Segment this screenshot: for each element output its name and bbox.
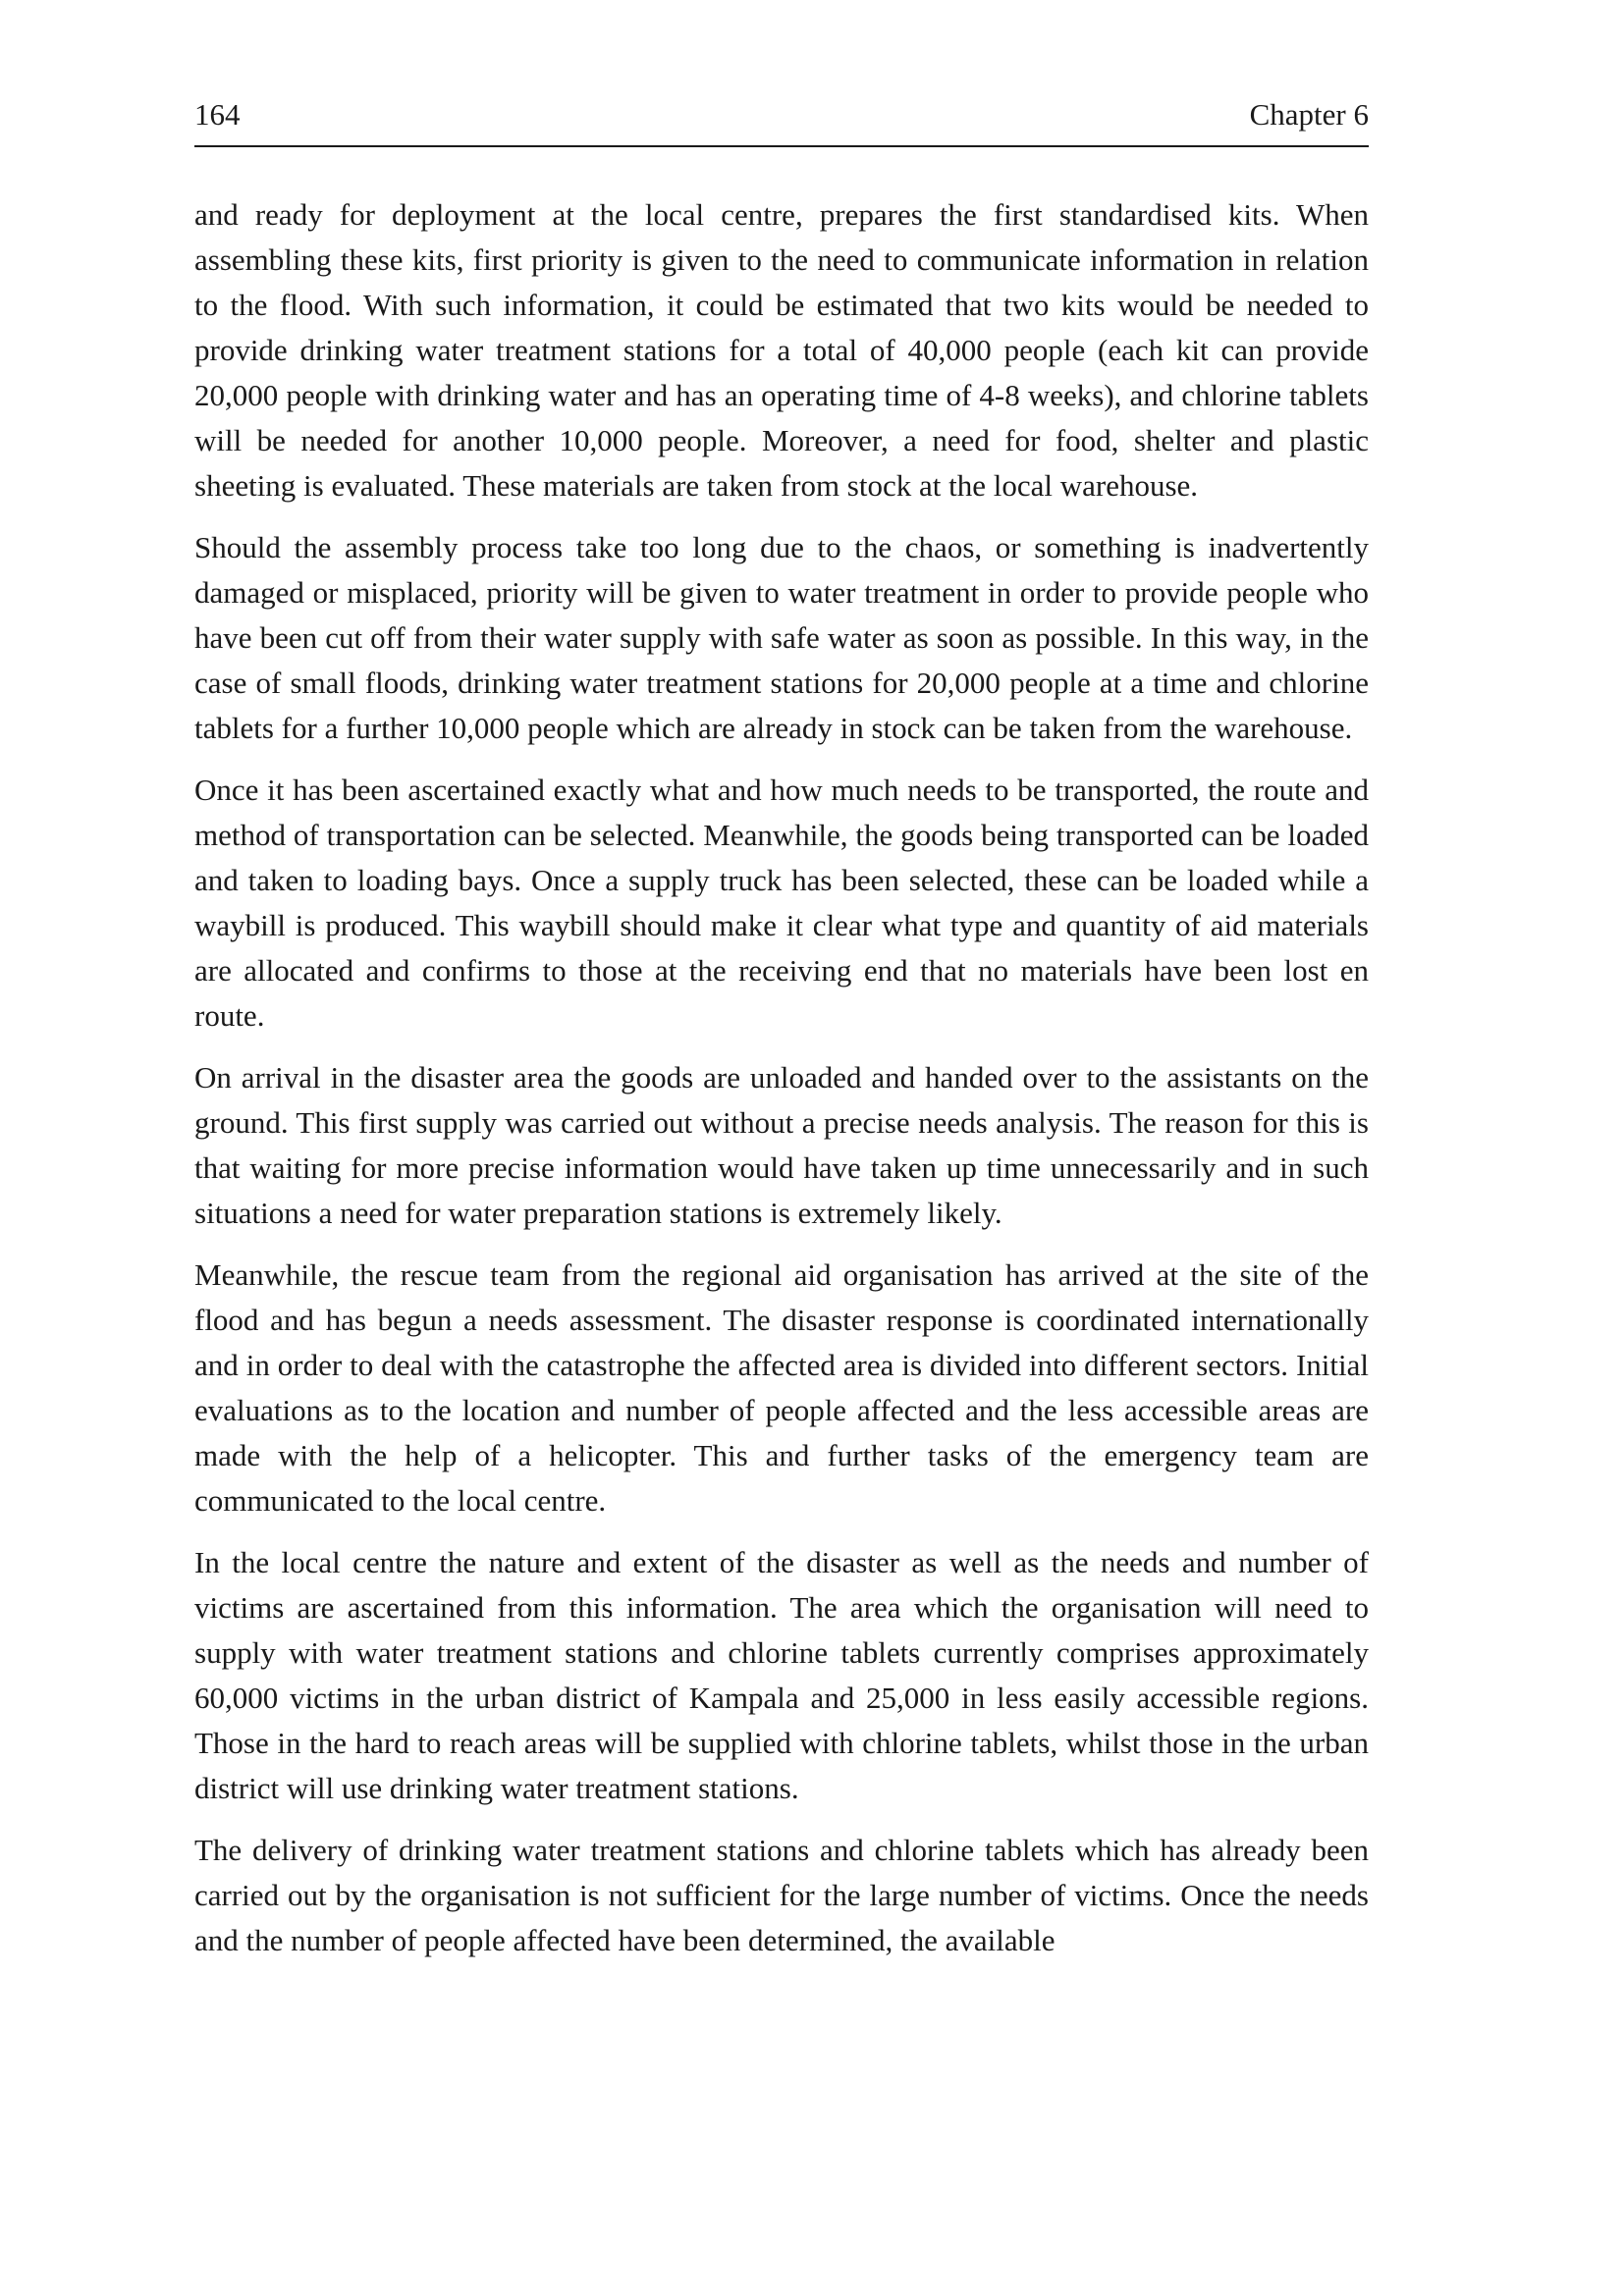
paragraph-1: and ready for deployment at the local centre, prepares the first standardised kits. When assembling these kits, first priority is given to the need to communicate information in relation to the flood. With such information, it could be estimated that two kits would be needed to provide drinking water treatment stations for a total of 40,000 people (each kit can provide 20,000 people with drinking water and has an operating time of 4-8 weeks), and chlorine tablets will be needed for another 10,000 people. Moreover, a need for food, shelter and plastic sheeting is evaluated. These materials are taken from stock at the local warehouse. [194,197,1369,503]
paragraph-3: Once it has been ascertained exactly what and how much needs to be transported, the route and method of transportation can be selected. Meanwhile, the goods being transported can be loaded and taken to loading bays. Once a supply truck has been selected, these can be loaded while a waybill is produced. This waybill should make it clear what type and quantity of aid materials are allocated and confirms to those at the receiving end that no materials have been lost en route. [194,773,1369,1033]
paragraph-5: Meanwhile, the rescue team from the regional aid organisation has arrived at the site of the flood and has begun a needs assessment. The disaster response is coordinated internationally and in order to deal with the catastrophe the affected area is divided into different sectors. Initial evaluations as to the location and number of people affected and the less accessible areas are made with the help of a helicopter. This and further tasks of the emergency team are communicated to the local centre. [194,1257,1369,1518]
page-number: 164 [194,97,241,132]
chapter-title: Chapter 6 [1249,97,1369,132]
running-header [194,94,1369,147]
paragraph-7: The delivery of drinking water treatment stations and chlorine tablets which has already been carried out by the organisation is not sufficient for the large number of victims. Once the needs and the number of people affected have been determined, the available [194,1833,1369,1957]
body-text [194,192,1369,1980]
paragraph-4: On arrival in the disaster area the goods are unloaded and handed over to the assistants on the ground. This first supply was carried out without a precise needs analysis. The reason for this is that waiting for more precise information would have taken up time unnecessarily and in such situations a need for water preparation stations is extremely likely. [194,1060,1369,1230]
paragraph-2: Should the assembly process take too long due to the chaos, or something is inadvertently damaged or misplaced, priority will be given to water treatment in order to provide people who have been cut off from their water supply with safe water as soon as possible. In this way, in the case of small floods, drinking water treatment stations for 20,000 people at a time and chlorine tablets for a further 10,000 people which are already in stock can be taken from the warehouse. [194,530,1369,745]
book-page [194,0,1369,2296]
paragraph-6: In the local centre the nature and extent of the disaster as well as the needs and number of victims are ascertained from this information. The area which the organisation will need to supply with water treatment stations and chlorine tablets currently comprises approximately 60,000 victims in the urban district of Kampala and 25,000 in less easily accessible regions. Those in the hard to reach areas will be supplied with chlorine tablets, whilst those in the urban district will use drinking water treatment stations. [194,1545,1369,1805]
